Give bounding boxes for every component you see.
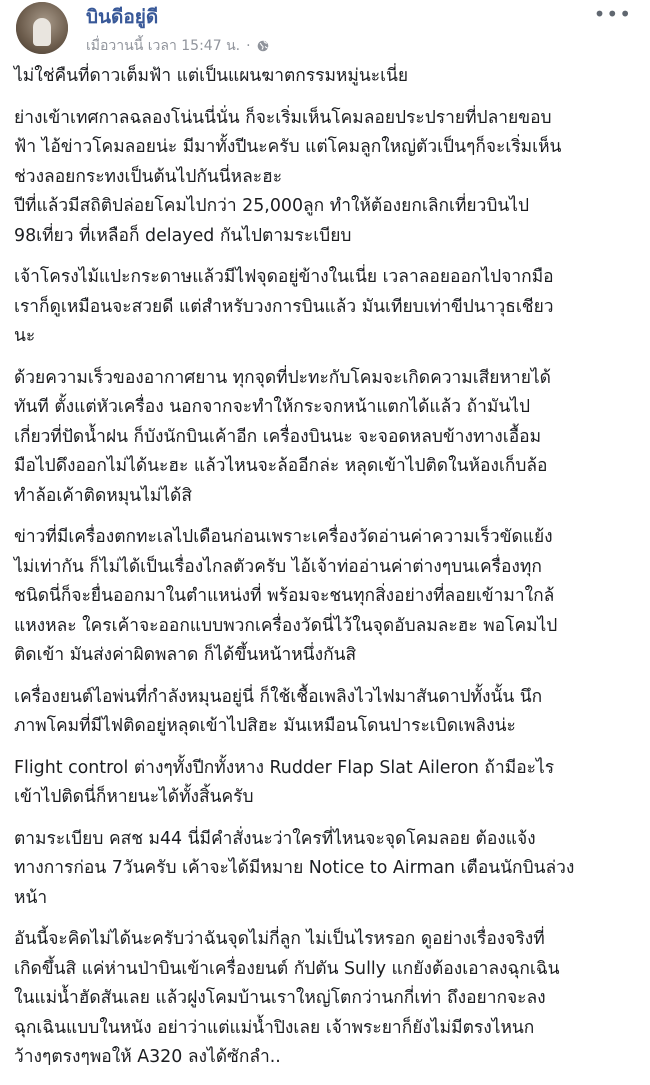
post-meta [86, 35, 269, 57]
post-paragraph: ตามระเบียบ คสช ม44 นี่มีคำสั่งนะว่าใครที่ไหนจะจุดโคมลอย ต้องแจ้ง ทางการก่อน 7วันครับ เค้าจะได้มีหมาย Notice to Airman เตือนนักบินล่วง หน้า [14, 828, 575, 908]
author-name[interactable]: บินดีอยู่ดี [86, 6, 159, 28]
post-paragraph: เจ้าโครงไม้แปะกระดาษแล้วมีไฟจุดอยู่ข้างในเนี่ย เวลาลอยออกไปจากมือ เราก็ดูเหมือนจะสวยดี แต่สำหรับวงการบินแล้ว มันเทียบเท่าขีปนาวุธเชียว นะ [14, 267, 554, 346]
post-paragraph: ย่างเข้าเทศกาลฉลองโน่นนี่นั่น ก็จะเริ่มเห็นโคมลอยประปรายที่ปลายขอบ ฟ้า ไอ้ข่าวโคมลอยน่ะ มีมาทั้งปีนะครับ แต่โคมลูกใหญ่ตัวเป็นๆก็จะเริ่มเห็น ช่วงลอยกระทงเป็นต้นไปกันนี่หละฮะ ปีที่แล้วมีสถิติปล่อยโคมไปกว่า 25,000ลูก ทำให้ต้องยกเลิกเที่ยวบินไป 98เที่ยว ที่เหลือก็ delayed กันไปตามระเบียบ [14, 107, 562, 246]
post-header [14, 0, 638, 60]
avatar[interactable] [16, 2, 68, 54]
post-paragraph: Flight control ต่างๆทั้งปีกทั้งหาง Rudder Flap Slat Aileron ถ้ามีอะไร เข้าไปติดนี่ก็หายนะได้ทั้งสิ้นครับ [14, 757, 555, 807]
post-body [14, 62, 638, 1085]
post-paragraph: ข่าวที่มีเครื่องตกทะเลไปเดือนก่อนเพราะเครื่องวัดอ่านค่าความเร็วขัดแย้ง ไม่เท่ากัน ก็ไม่ได้เป็นเรื่องไกลตัวครับ ไอ้เจ้าท่ออ่านค่าต่างๆบนเครื่องทุก ชนิดนี่ก็จะยื่นออกมาในตำแหน่งที่ พร้อมจะชนทุกสิ่งอย่างที่ลอยเข้ามาใกล้ แหงหละ ใครเค้าจะออกแบบพวกเครื่องวัดนี่ไว้ในจุดอับลมละฮะ พอโคมไป ติดเข้า มันส่งค่าผิดพลาด ก็ได้ขึ้นหน้าหนึ่งกันสิ [14, 527, 558, 665]
post-paragraph: ด้วยความเร็วของอากาศยาน ทุกจุดที่ปะทะกับโคมจะเกิดความเสียหายได้ ทันที ตั้งแต่หัวเครื่อง นอกจากจะทำให้กระจกหน้าแตกได้แล้ว ถ้ามันไป เกี่ยวที่ปัดน้ำฝน ก็บังนักบินเค้าอีก เครื่องบินนะ จะจอดหลบข้างทางเอื้อม มือไปดึงออกไม่ได้นะฮะ แล้วไหนจะล้ออีกล่ะ หลุดเข้าไปติดในห้องเก็บล้อ ทำล้อเค้าติดหมุนไม่ได้สิ [14, 367, 551, 506]
post-timestamp[interactable]: เมื่อวานนี้ เวลา 15:47 น. [86, 38, 241, 54]
avatar-figure [33, 18, 51, 46]
meta-separator: · [246, 38, 251, 54]
globe-icon[interactable] [257, 40, 269, 52]
more-options-icon[interactable]: ••• [593, 2, 632, 26]
post-paragraph: ไม่ใช่คืนที่ดาวเต็มฟ้า แต่เป็นแผนฆาตกรรมหมู่นะเนี่ย [14, 66, 409, 86]
post-paragraph: เครื่องยนต์ไอพ่นที่กำลังหมุนอยู่นี่ ก็ใช้เชื้อเพลิงไวไฟมาสันดาปทั้งนั้น นึก ภาพโคมที่มีไฟติดอยู่หลุดเข้าไปสิฮะ มันเหมือนโดนปาระเบิดเพลิงน่ะ [14, 686, 543, 736]
post-paragraph: อันนี้จะคิดไม่ได้นะครับว่าฉันจุดไม่กี่ลูก ไม่เป็นไรหรอก ดูอย่างเรื่องจริงที่ เกิดขึ้นสิ แค่ห่านป่าบินเข้าเครื่องยนต์ กัปตัน Sully แกยังต้องเอาลงฉุกเฉิน ในแม่น้ำฮัดสันเลย แล้วฝูงโคมบ้านเราใหญ่โตกว่านกกี่เท่า ถึงอยากจะลง ฉุกเฉินแบบในหนัง อย่าว่าแต่แม่น้ำปิงเลย เจ้าพระยาก็ยังไม่มีตรงไหนก ว้างๆตรงๆพอให้ A320 ลงได้ซักลำ.. [14, 929, 560, 1067]
